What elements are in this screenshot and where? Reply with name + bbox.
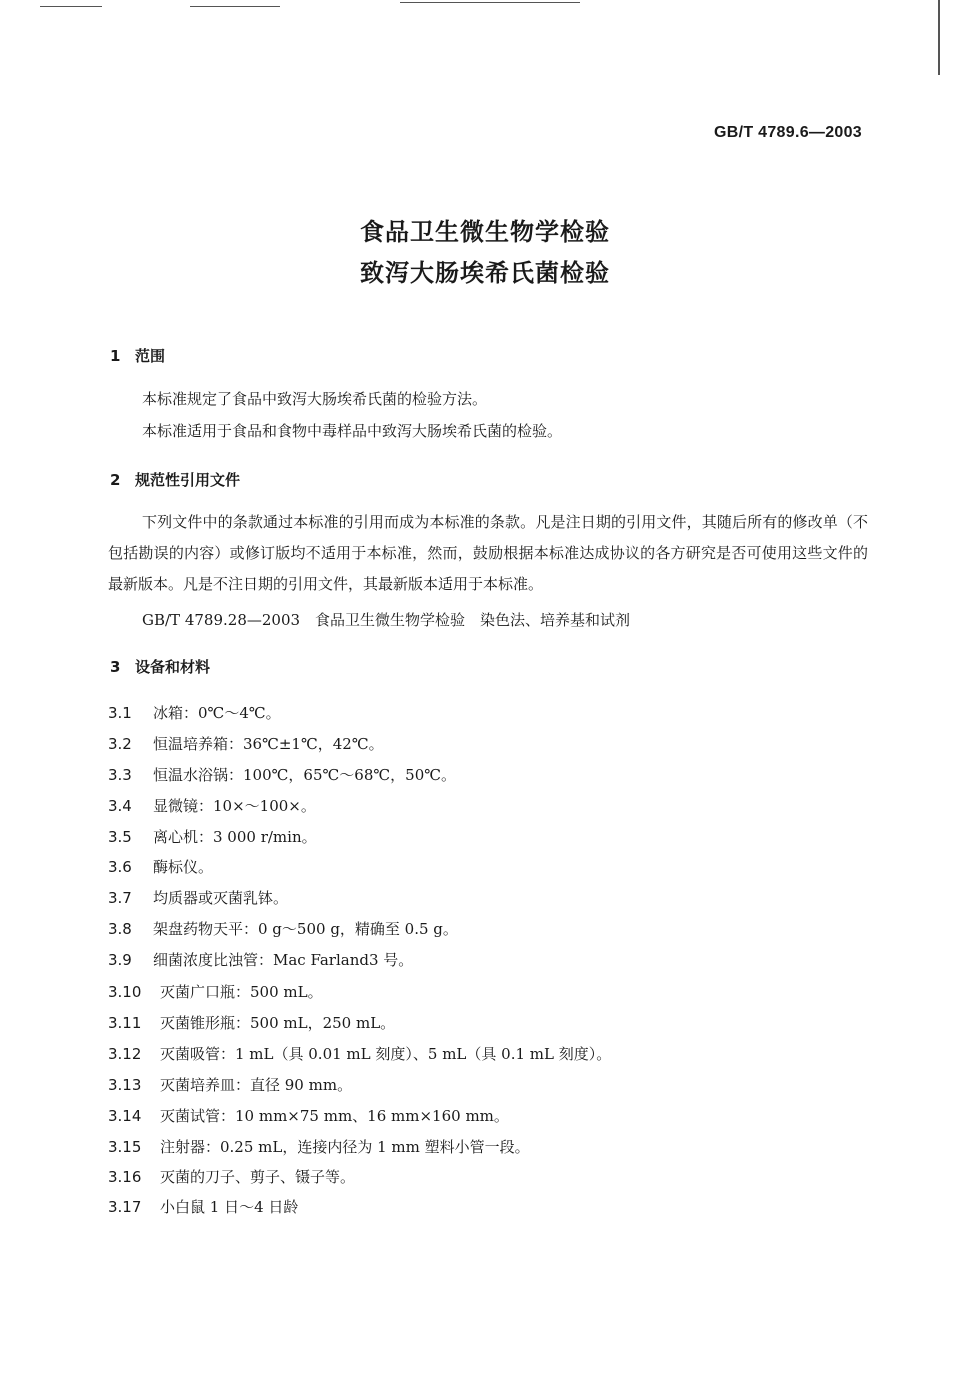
item-number: 3.4 (108, 797, 132, 815)
section-title: 设备和材料 (135, 658, 211, 676)
list-item (108, 702, 281, 723)
item-number: 3.9 (108, 951, 132, 969)
list-item (108, 1136, 530, 1157)
document-title-line-2: 致泻大肠埃希氏菌检验 (360, 259, 610, 287)
item-text: 灭菌的刀子、剪子、镊子等。 (160, 1168, 356, 1186)
item-text: 注射器：0.25 mL，连接内径为 1 mm 塑料小管一段。 (160, 1138, 530, 1156)
list-item (108, 1105, 509, 1126)
scan-edge-top-right (400, 2, 580, 3)
item-text: 灭菌广口瓶：500 mL。 (160, 983, 323, 1001)
item-text: 恒温培养箱：36℃±1℃，42℃。 (153, 735, 384, 753)
item-number: 3.6 (108, 858, 132, 876)
list-item (108, 1012, 395, 1033)
section-2-paragraph: 下列文件中的条款通过本标准的引用而成为本标准的条款。凡是注日期的引用文件，其随后所有的修改单（不包括勘误的内容）或修订版均不适用于本标准，然而，鼓励根据本标准达成协议的各方研究是否可使用这些文件的最新版本。凡是不注日期的引用文件，其最新版本适用于本标准。 (108, 513, 868, 593)
list-item (108, 1166, 355, 1187)
item-number: 3.14 (108, 1107, 142, 1125)
section-2-heading (110, 469, 240, 490)
list-item (108, 764, 456, 785)
item-text: 架盘药物天平：0 g～500 g，精确至 0.5 g。 (153, 920, 458, 938)
item-number: 3.11 (108, 1014, 142, 1032)
item-text: 冰箱：0℃～4℃。 (153, 704, 281, 722)
list-item (108, 826, 317, 847)
item-number: 3.13 (108, 1076, 142, 1094)
item-number: 3.2 (108, 735, 132, 753)
item-number: 3.8 (108, 920, 132, 938)
truncated-list-item (108, 1196, 508, 1216)
section-number: 1 (110, 347, 121, 365)
item-text: 细菌浓度比浊管：Mac Farland3 号。 (153, 951, 414, 969)
list-item (108, 1043, 611, 1064)
list-item (108, 887, 288, 908)
item-number: 3.12 (108, 1045, 142, 1063)
item-text: 酶标仪。 (153, 858, 214, 876)
list-item (108, 795, 316, 816)
section-1-paragraph-2: 本标准适用于食品和食物中毒样品中致泻大肠埃希氏菌的检验。 (142, 422, 563, 440)
list-item (108, 918, 458, 939)
section-1-heading (110, 345, 165, 366)
scan-edge-top-left (40, 6, 102, 7)
standard-code: GB/T 4789.6—2003 (714, 124, 862, 141)
list-item (108, 949, 413, 970)
normative-reference: GB/T 4789.28—2003 食品卫生微生物学检验 染色法、培养基和试剂 (142, 611, 631, 629)
section-title: 范围 (135, 347, 166, 365)
section-title: 规范性引用文件 (135, 471, 241, 489)
section-number: 3 (110, 658, 121, 676)
item-number: 3.10 (108, 983, 142, 1001)
item-number: 3.5 (108, 828, 132, 846)
item-text: 离心机：3 000 r/min。 (153, 828, 317, 846)
item-text: 显微镜：10×～100×。 (153, 797, 316, 815)
item-text: 灭菌培养皿：直径 90 mm。 (160, 1076, 353, 1094)
list-item (108, 856, 213, 877)
scan-edge-top-mid (190, 6, 280, 7)
item-number: 3.15 (108, 1138, 142, 1156)
item-number: 3.3 (108, 766, 132, 784)
item-number: 3.1 (108, 704, 132, 722)
scan-edge-right (938, 0, 940, 75)
document-title-line-1: 食品卫生微生物学检验 (360, 218, 610, 246)
item-text: 均质器或灭菌乳钵。 (153, 889, 289, 907)
section-1-paragraph-1: 本标准规定了食品中致泻大肠埃希氏菌的检验方法。 (142, 390, 488, 408)
item-number: 3.17 (108, 1198, 142, 1216)
item-text: 小白鼠 1 日～4 日龄 (160, 1198, 299, 1216)
item-text: 灭菌锥形瓶：500 mL，250 mL。 (160, 1014, 396, 1032)
list-item (108, 1074, 352, 1095)
list-item (108, 733, 384, 754)
section-3-heading (110, 656, 210, 677)
item-number: 3.16 (108, 1168, 142, 1186)
list-item (108, 1198, 298, 1216)
item-text: 恒温水浴锅：100℃，65℃～68℃，50℃。 (153, 766, 457, 784)
item-text: 灭菌吸管：1 mL（具 0.01 mL 刻度）、5 mL（具 0.1 mL 刻度）。 (160, 1045, 612, 1063)
section-number: 2 (110, 471, 121, 489)
item-number: 3.7 (108, 889, 132, 907)
item-text: 灭菌试管：10 mm×75 mm、16 mm×160 mm。 (160, 1107, 509, 1125)
list-item (108, 981, 323, 1002)
